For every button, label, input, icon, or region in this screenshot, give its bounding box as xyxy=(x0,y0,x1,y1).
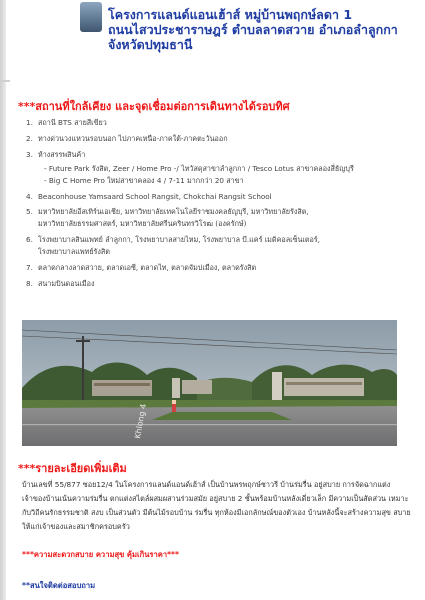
listing-header xyxy=(22,0,422,66)
street-scene xyxy=(22,320,397,446)
item-number: 8. xyxy=(26,278,33,288)
item-number: 2. xyxy=(26,133,33,143)
item-number: 3. xyxy=(26,149,33,159)
title-line-3: จังหวัดปทุมธานี xyxy=(108,37,193,52)
list-item xyxy=(26,263,422,273)
list-item xyxy=(26,235,422,257)
item-number: 5. xyxy=(26,207,33,217)
contact-line: **สนใจติดต่อสอบถาม xyxy=(22,581,96,590)
list-item xyxy=(26,118,422,128)
title-line-2: ถนนไสวประชาราษฎร์ ตำบลลาดสวาย อำเภอลำลูกกา xyxy=(108,22,398,37)
list-item xyxy=(26,192,422,202)
details-paragraph: บ้านเลขที่ 55/877 ซอย12/4 ในโครงการแลนด์แอนด์เฮ้าส์ เป็นบ้านพรพฤกษ์ชาวรี บ้านร่มรื่น อยู่สบาย การจัดฉากแต่งเจ้าของบ้านเน้นความร่มรื่น ตกแต่งสไตล์ผสมผสานร่วมสมัย อยู่สบาย 2 ชั้นพร้อมบ้านหลังเดี่ยวเล็ก มีความเป็นสัดส่วน เหมาะกับวิถีคนรักธรรมชาติ สงบ เป็นส่วนตัว มีต้นไม้รอบบ้าน ร่มรื่น ทุกห้องมีเอกลักษณ์ของตัวเอง บ้านหลังนี้จะสร้างความสุข สบายให้แก่เจ้าของและสมาชิกครอบครัว xyxy=(22,480,411,531)
title-line-1: โครงการแลนด์แอนเฮ้าส์ หมู่บ้านพฤกษ์ลดา 1 xyxy=(108,7,353,22)
item-text: Beaconhouse Yamsaard School Rangsit, Chokchai Rangsit School xyxy=(38,191,272,201)
sub-item: - Future Park รังสิต, Zeer / Home Pro -/ ไทวัสดุสาขาลำลูกกา / Tesco Lotus สาขาคลองสี่ธัญบุรี xyxy=(44,163,354,173)
list-item xyxy=(26,150,422,186)
item-body xyxy=(38,235,422,257)
details-heading: ***รายละเอียดเพิ่มเติม xyxy=(18,462,127,475)
road-watermark: Khlong 4 xyxy=(133,403,149,440)
slogan: ***ความสะดวกสบาย ความสุข คุ้มเกินราคา*** xyxy=(22,550,179,559)
poster-avatar xyxy=(80,2,102,32)
item-number: 7. xyxy=(26,263,33,273)
list-item xyxy=(26,134,422,144)
sub-item: - Big C Home Pro ใหม่สาขาคลอง 4 / 7-11 มากกว่า 20 สาขา xyxy=(44,175,244,185)
item-text: สนามบินดอนเมือง xyxy=(38,278,95,288)
item-number: 1. xyxy=(26,118,33,127)
list-item xyxy=(26,279,422,289)
item-text: มหาวิทยาลัยอีสเทิร์นเอเชีย, มหาวิทยาลัยเทคโนโลยีราชมงคลธัญบุรี, มหาวิทยาลัยรังสิต, xyxy=(38,207,309,217)
item-text: โรงพยาบาลสินแพทย์ ลำลูกกา, โรงพยาบาลสายไหม, โรงพยาบาล บี.แคร์ เมดิคอลเซ็นเตอร์, xyxy=(38,235,320,245)
page-edge-shadow xyxy=(0,0,6,600)
street-view-photo xyxy=(22,320,397,446)
item-continuation: โรงพยาบาลแพทย์รังสิต xyxy=(38,247,110,257)
list-item xyxy=(26,207,422,229)
item-text: ห้างสรรพสินค้า xyxy=(38,149,86,159)
item-number: 6. xyxy=(26,235,33,245)
item-number: 4. xyxy=(26,191,33,201)
item-body xyxy=(38,207,422,229)
item-text: ตลาดกลางลาดสวาย, ตลาดเอซี, ตลาดไท, ตลาดจัมปเมือง, ตลาดรังสิต xyxy=(38,263,257,273)
nearby-heading: ***สถานที่ใกล้เคียง และจุดเชื่อมต่อการเดินทางได้รอบทิศ xyxy=(18,100,290,113)
item-body xyxy=(38,150,422,186)
item-text: ทางด่วนวงแหวนรอบนอก ไปภาคเหนือ-ภาคใต้-ภาคตะวันออก xyxy=(38,133,228,143)
nearby-list xyxy=(26,118,422,295)
divider xyxy=(0,80,10,82)
item-text: สถานี BTS สายสีเขียว xyxy=(38,118,107,127)
item-continuation: มหาวิทยาลัยธรรมศาสตร์, มหาวิทยาลัยศรีนครินทรวิโรฒ (องครักษ์) xyxy=(38,219,247,229)
